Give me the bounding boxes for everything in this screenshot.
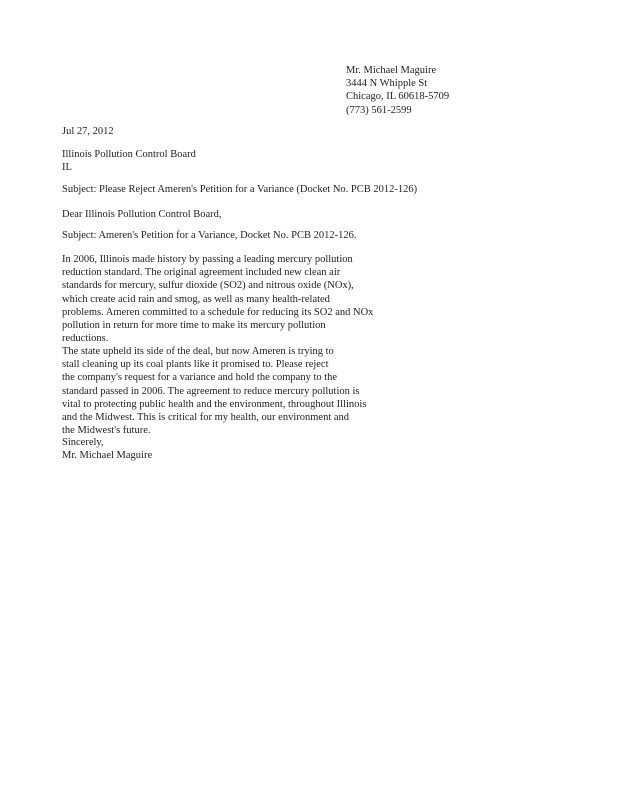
subject-line-repeat: Subject: Ameren's Petition for a Variance, Docket No. PCB 2012-126. [62, 230, 357, 241]
recipient-state: IL [62, 162, 72, 174]
paragraph-line: which create acid rain and smog, as well as many health-related [62, 293, 330, 305]
signature-name: Mr. Michael Maguire [62, 450, 153, 462]
paragraph-line: problems. Ameren committed to a schedule for reducing its SO2 and NOx [62, 306, 374, 318]
paragraph-line: The state upheld its side of the deal, but now Ameren is trying to [62, 346, 334, 357]
paragraph-line: standards for mercury, sulfur dioxide (SO2) and nitrous oxide (NOx), [62, 280, 354, 292]
paragraph-line: standard passed in 2006. The agreement to reduce mercury pollution is [62, 385, 360, 397]
recipient-address-block [62, 148, 562, 174]
body-paragraph-1 [62, 253, 374, 345]
paragraph-line: the company's request for a variance and hold the company to the [62, 372, 338, 384]
valediction: Sincerely, [62, 437, 104, 448]
paragraph-line: reduction standard. The original agreement included new clean air [62, 267, 341, 279]
sender-name: Mr. Michael Maguire [346, 65, 437, 76]
closing-block [62, 436, 152, 462]
sender-address-block [346, 64, 606, 117]
paragraph-line: reductions. [62, 333, 109, 345]
salutation: Dear Illinois Pollution Control Board, [62, 209, 222, 220]
body-paragraph-2 [62, 345, 367, 437]
paragraph-line: the Midwest's future. [62, 425, 151, 437]
paragraph-line: pollution in return for more time to make its mercury pollution [62, 320, 326, 332]
paragraph-line: In 2006, Illinois made history by passing a leading mercury pollution [62, 254, 353, 265]
sender-street: 3444 N Whipple St [346, 78, 428, 90]
paragraph-line: stall cleaning up its coal plants like it promised to. Please reject [62, 359, 329, 371]
subject-line: Subject: Please Reject Ameren's Petition for a Variance (Docket No. PCB 2012-126) [62, 184, 418, 195]
paragraph-line: vital to protecting public health and the environment, throughout Illinois [62, 398, 367, 410]
sender-phone: (773) 561-2599 [346, 104, 412, 116]
letter-date: Jul 27, 2012 [62, 126, 114, 137]
paragraph-line: and the Midwest. This is critical for my health, our environment and [62, 412, 350, 424]
recipient-org: Illinois Pollution Control Board [62, 149, 196, 160]
sender-city: Chicago, IL 60618-5709 [346, 91, 450, 103]
